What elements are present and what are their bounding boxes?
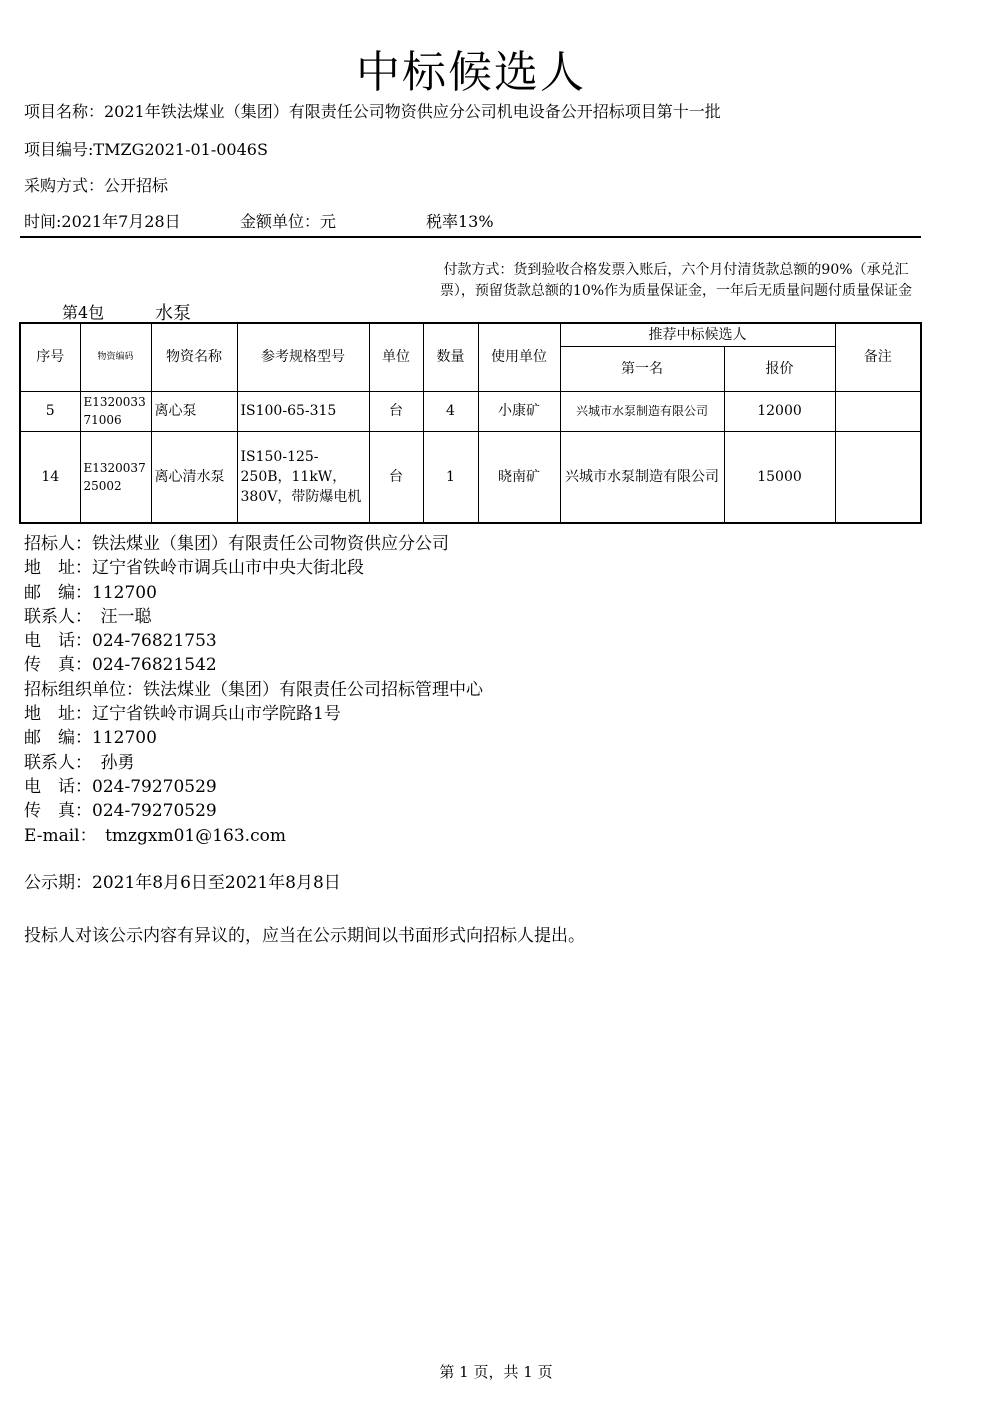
package-name: 水泵 (155, 303, 191, 324)
agency-email: E-mail： tmzgxm01@163.com (24, 825, 286, 846)
tax-rate: 税率13% (426, 212, 494, 231)
tenderer-postcode: 邮 编：112700 (24, 582, 157, 603)
tenderer-fax: 传 真：024-76821542 (24, 655, 217, 676)
cell-qty: 4 (423, 391, 478, 431)
header-divider (20, 236, 921, 238)
cell-first: 兴城市水泵制造有限公司 (560, 391, 724, 431)
project-number: 项目编号:TMZG2021-01-0046S (24, 140, 268, 159)
date: 时间:2021年7月28日 (24, 212, 181, 231)
cell-unit: 台 (369, 431, 423, 523)
tenderer-phone: 电 话：024-76821753 (24, 631, 217, 652)
package-number: 第4包 (62, 303, 105, 322)
header-price: 报价 (724, 346, 835, 391)
purchase-method: 采购方式：公开招标 (24, 176, 169, 195)
payment-terms: 付款方式：货到验收合格发票入账后，六个月付清货款总额的90%（承兑汇票），预留货款总额的10%作为质量保证金，一年后无质量问题付质量保证金 (439, 262, 913, 299)
tenderer-name: 招标人：铁法煤业（集团）有限责任公司物资供应分公司 (24, 534, 449, 554)
cell-first: 兴城市水泵制造有限公司 (560, 431, 724, 523)
objection-note: 投标人对该公示内容有异议的，应当在公示期间以书面形式向招标人提出。 (24, 926, 585, 946)
header-seq: 序号 (20, 323, 80, 391)
page-title: 中标候选人 (356, 47, 586, 98)
cell-seq: 14 (20, 431, 80, 523)
header-unit: 单位 (369, 323, 423, 391)
table-row (20, 391, 921, 431)
agency-address: 地 址：辽宁省铁岭市调兵山市学院路1号 (24, 704, 341, 725)
cell-spec: IS100-65-315 (237, 391, 369, 431)
agency-postcode: 邮 编：112700 (24, 728, 157, 749)
cell-remark (835, 431, 921, 523)
cell-user: 小康矿 (478, 391, 560, 431)
cell-remark (835, 391, 921, 431)
cell-unit: 台 (369, 391, 423, 431)
cell-seq: 5 (20, 391, 80, 431)
header-user: 使用单位 (478, 323, 560, 391)
cell-price: 15000 (724, 431, 835, 523)
tenderer-block (24, 532, 483, 848)
cell-spec: IS150-125-250B，11kW，380V，带防爆电机 (237, 431, 369, 523)
cell-name: 离心泵 (151, 391, 237, 431)
agency-contact: 联系人： 孙勇 (24, 752, 135, 773)
publicity-period: 公示期：2021年8月6日至2021年8月8日 (24, 873, 341, 893)
tenderer-address: 地 址：辽宁省铁岭市调兵山市中央大街北段 (24, 558, 364, 579)
cell-code: E132003371006 (80, 391, 151, 431)
bid-table (19, 322, 922, 524)
header-recommended: 推荐中标候选人 (560, 323, 835, 346)
header-code: 物资编码 (80, 323, 151, 391)
header-first: 第一名 (560, 346, 724, 391)
table-row (20, 431, 921, 523)
cell-user: 晓南矿 (478, 431, 560, 523)
currency-unit: 金额单位：元 (240, 212, 337, 231)
agency-phone: 电 话：024-79270529 (24, 776, 217, 797)
agency-name: 招标组织单位：铁法煤业（集团）有限责任公司招标管理中心 (24, 679, 483, 700)
header-spec: 参考规格型号 (237, 323, 369, 391)
header-remark: 备注 (835, 323, 921, 391)
cell-code: E132003725002 (80, 431, 151, 523)
page-footer: 第 1 页，共 1 页 (439, 1363, 553, 1381)
header-qty: 数量 (423, 323, 478, 391)
agency-fax: 传 真：024-79270529 (24, 801, 217, 822)
cell-name: 离心清水泵 (151, 431, 237, 523)
tenderer-contact: 联系人： 汪一聪 (24, 606, 152, 627)
project-name: 项目名称：2021年铁法煤业（集团）有限责任公司物资供应分公司机电设备公开招标项目第十一批 (24, 102, 721, 121)
cell-qty: 1 (423, 431, 478, 523)
cell-price: 12000 (724, 391, 835, 431)
header-name: 物资名称 (151, 323, 237, 391)
